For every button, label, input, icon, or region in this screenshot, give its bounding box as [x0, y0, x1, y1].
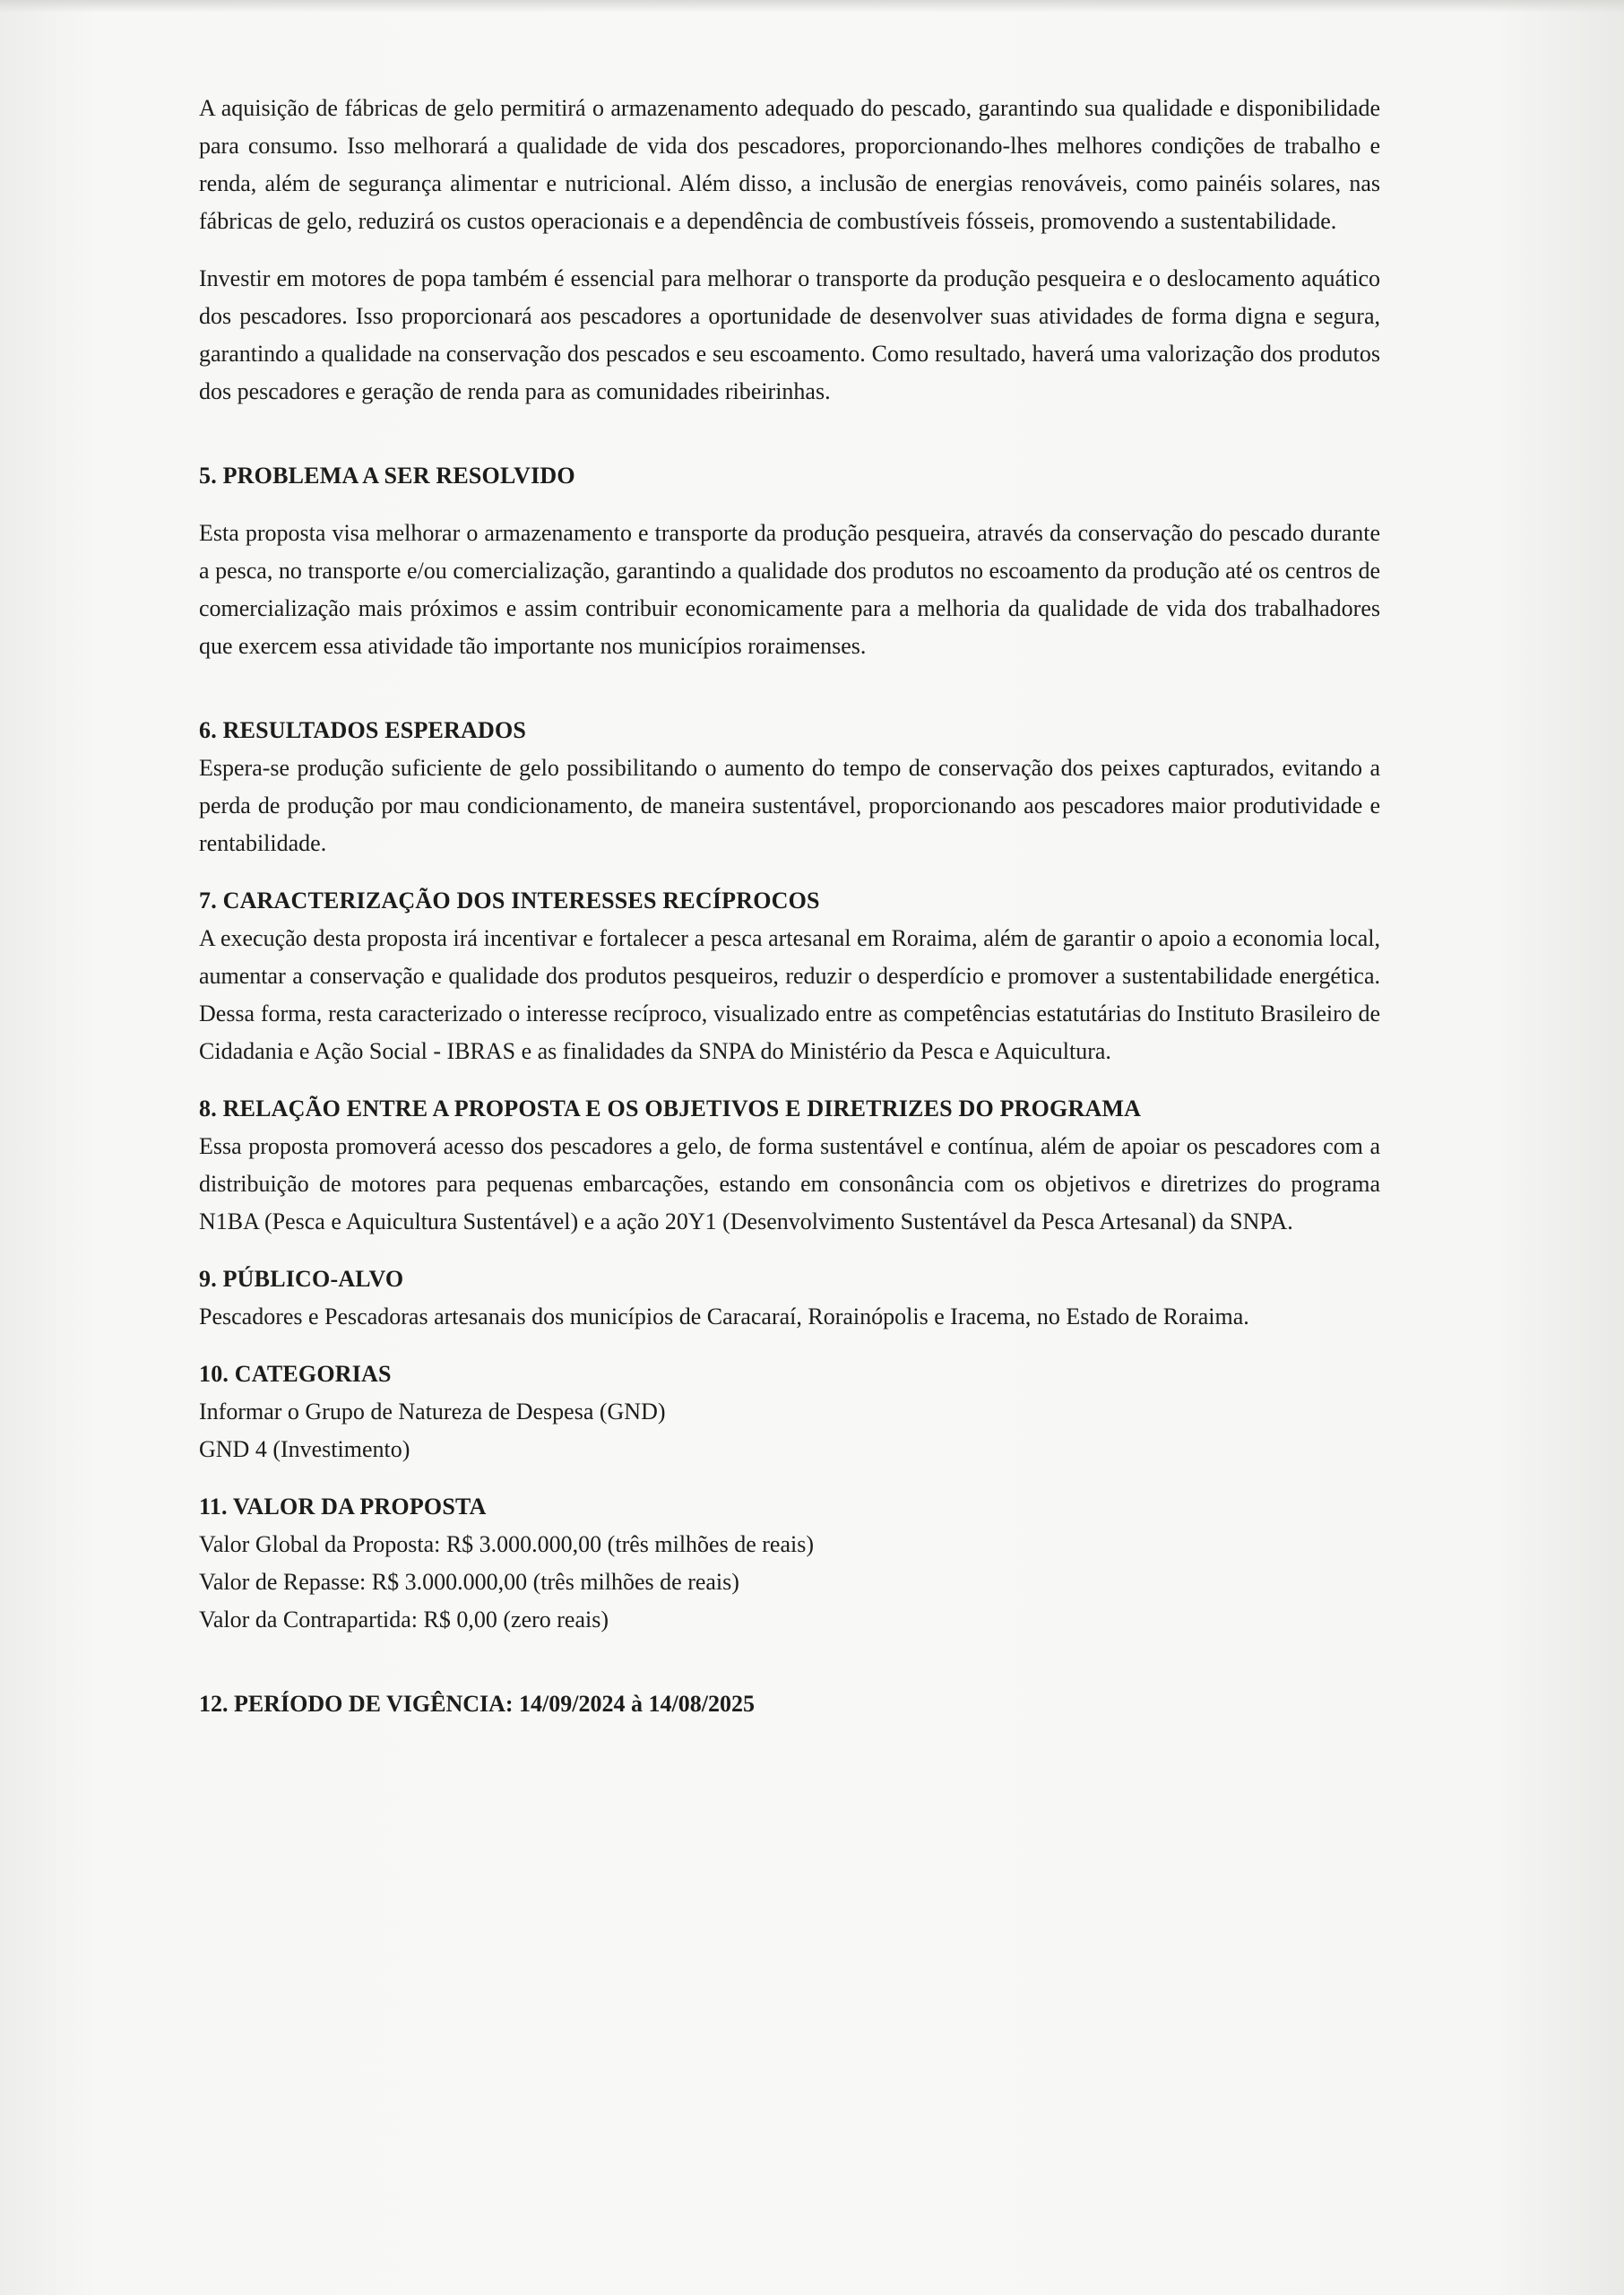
valor-repasse: Valor de Repasse: R$ 3.000.000,00 (três milhões de reais) — [199, 1569, 739, 1595]
heading-categorias: 10. CATEGORIAS — [199, 1361, 392, 1387]
document-body — [199, 90, 1380, 1723]
heading-publico-alvo: 9. PÚBLICO-ALVO — [199, 1266, 404, 1292]
heading-valor-proposta: 11. VALOR DA PROPOSTA — [199, 1494, 487, 1520]
section-resultados-body: Espera-se produção suficiente de gelo possibilitando o aumento do tempo de conservação dos peixes capturados, evitando a perda de produção por mau condicionamento, de maneira sustentável, proporcionando aos pescadores maior produtividade e rentabilidade. — [199, 755, 1380, 856]
heading-periodo-vigencia: 12. PERÍODO DE VIGÊNCIA: 14/09/2024 à 14/08/2025 — [199, 1691, 755, 1717]
valor-contrapartida: Valor da Contrapartida: R$ 0,00 (zero reais) — [199, 1606, 609, 1632]
heading-interesses: 7. CARACTERIZAÇÃO DOS INTERESSES RECÍPROCOS — [199, 888, 820, 914]
paragraph-ice-factories: A aquisição de fábricas de gelo permitirá o armazenamento adequado do pescado, garantindo sua qualidade e disponibilidade para consumo. Isso melhorará a qualidade de vida dos pescadores, proporcionando-lhes melhores condições de trabalho e renda, além de segurança alimentar e nutricional. Além disso, a inclusão de energias renováveis, como painéis solares, nas fábricas de gelo, reduzirá os custos operacionais e a dependência de combustíveis fósseis, promovendo a sustentabilidade. — [199, 95, 1380, 234]
heading-resultados: 6. RESULTADOS ESPERADOS — [199, 717, 527, 743]
categorias-line-gnd-value: GND 4 (Investimento) — [199, 1436, 410, 1462]
valor-global: Valor Global da Proposta: R$ 3.000.000,00 (três milhões de reais) — [199, 1531, 814, 1557]
section-interesses-body: A execução desta proposta irá incentivar e fortalecer a pesca artesanal em Roraima, além de garantir o apoio a economia local, aumentar a conservação e qualidade dos produtos pesqueiros, reduzir o desperdício e promover a sustentabilidade energética. Dessa forma, resta caracterizado o interesse recíproco, visualizado entre as competências estatutárias do Instituto Brasileiro de Cidadania e Ação Social - IBRAS e as finalidades da SNPA do Ministério da Pesca e Aquicultura. — [199, 925, 1380, 1064]
section-relacao-body: Essa proposta promoverá acesso dos pescadores a gelo, de forma sustentável e contínua, além de apoiar os pescadores com a distribuição de motores para pequenas embarcações, estando em consonância com os objetivos e diretrizes do programa N1BA (Pesca e Aquicultura Sustentável) e a ação 20Y1 (Desenvolvimento Sustentável da Pesca Artesanal) da SNPA. — [199, 1133, 1380, 1234]
heading-relacao: 8. RELAÇÃO ENTRE A PROPOSTA E OS OBJETIVOS E DIRETRIZES DO PROGRAMA — [199, 1096, 1142, 1122]
section-problema-body: Esta proposta visa melhorar o armazenamento e transporte da produção pesqueira, através da conservação do pescado durante a pesca, no transporte e/ou comercialização, garantindo a qualidade dos produtos no escoamento da produção até os centros de comercialização mais próximos e assim contribuir economicamente para a melhoria da qualidade de vida dos trabalhadores que exercem essa atividade tão importante nos municípios roraimenses. — [199, 520, 1380, 659]
heading-problema: 5. PROBLEMA A SER RESOLVIDO — [199, 463, 575, 489]
page-edge-shadow — [0, 0, 1624, 13]
section-publico-alvo-body: Pescadores e Pescadoras artesanais dos municípios de Caracaraí, Rorainópolis e Iracema, no Estado de Roraima. — [199, 1303, 1249, 1329]
paragraph-outboard-motors: Investir em motores de popa também é essencial para melhorar o transporte da produção pesqueira e o deslocamento aquático dos pescadores. Isso proporcionará aos pescadores a oportunidade de desenvolver suas atividades de forma digna e segura, garantindo a qualidade na conservação dos pescados e seu escoamento. Como resultado, haverá uma valorização dos produtos dos pescadores e geração de renda para as comunidades ribeirinhas. — [199, 265, 1380, 404]
categorias-line-gnd-label: Informar o Grupo de Natureza de Despesa (GND) — [199, 1399, 666, 1425]
